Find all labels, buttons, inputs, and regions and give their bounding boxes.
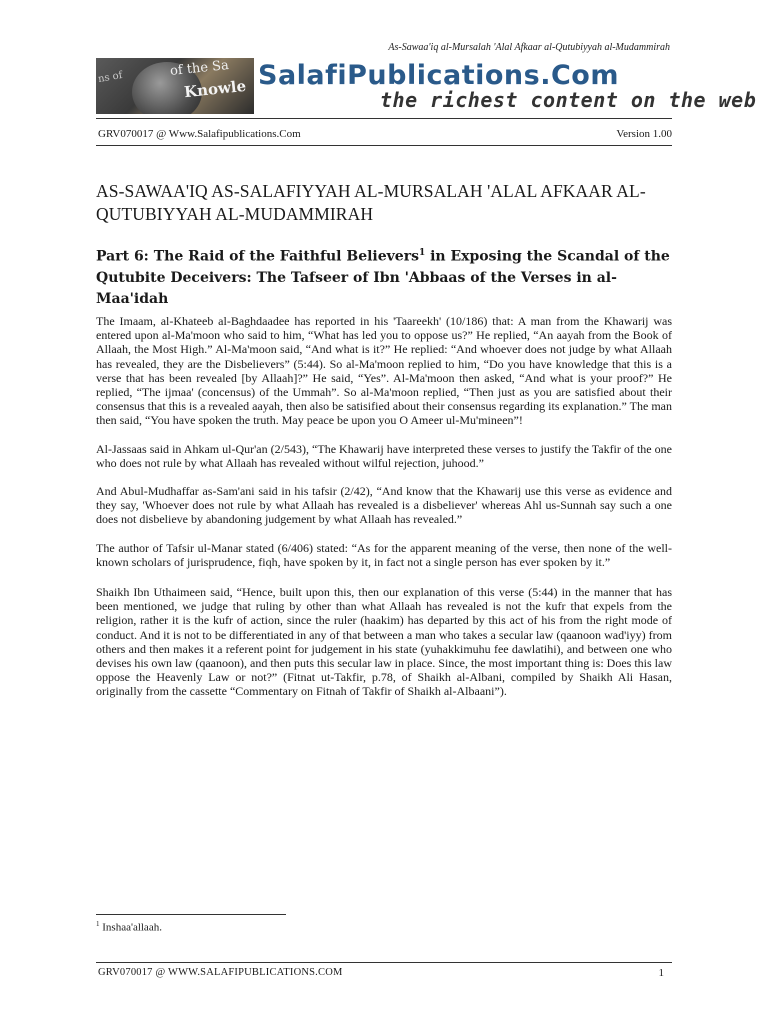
header-divider <box>96 145 672 146</box>
page-number: 1 <box>658 967 664 979</box>
paragraph: Al-Jassaas said in Ahkam ul-Qur'an (2/543), “The Khawarij have interpreted these verses to justify the Takfir of the one who does not rule by what Allaah has revealed without wilful rejection, juhood.” <box>96 441 672 470</box>
paragraph: The Imaam, al-Khateeb al-Baghdaadee has reported in his 'Taareekh' (10/186) that: A man from the Khawarij was entered upon al-Ma'moon who said to him, “What has led you to oppose us?” He replied, “An aayah from the Book of Allaah, the Most High.” Al-Ma'moon said, “And what is it?” He replied: “And whoever does not judge by what Allaah has revealed, they are the Disbelievers” (5:44). So al-Ma'moon replied to him, “Do you have knowledge that this is a verse that has been revealed [by Allaah]?” He said, “Yes”. Al-Ma'moon then asked, “And what is your proof?” He replied, “The ijmaa' (concensus) of the Ummah”. So al-Ma'moon replied, “Then just as you are satisfied about their consensus that this is a revealed aayah, then also be satisified about their consensus regarding its explanation.” The man then said, “You have spoken the truth. May peace be upon you O Ameer ul-Mu'mineen”! <box>96 314 672 428</box>
header-divider <box>96 118 672 119</box>
site-tagline: the richest content on the web <box>380 88 757 112</box>
footnote-mark: 1 <box>96 920 100 928</box>
section-title-text: Part 6: The Raid of the Faithful Believers <box>96 248 419 265</box>
paragraph: Shaikh Ibn Uthaimeen said, “Hence, built upon this, then our explanation of this verse (5:44) in the manner that has been mentioned, we judge that ruling by other than what Allaah has revealed is not the kufr that expels from the religion, rather it is the kufr of action, since the ruler (haakim) has departed by this act of his from the right mode of conduct. And it is not to be differentiated in any of that between a man who takes a secular law (qaanoon wad'iyy) from others and then makes it a referent point for judgement in his state (yuhakkimuhu fee dawlatihi), and between one who devises his own law (qaanoon), and then puts this secular law in place. Since, the most important thing is: Does this law oppose the Heavenly Law or not?” (Fitnat ut-Takfir, p.78, of Shaikh al-Albani, compiled by Shaikh Ali Hasan, originally from the cassette “Commentary on Fitnah of Takfir of Shaikh al-Albaani”). <box>96 585 672 699</box>
banner-image <box>96 58 254 114</box>
paragraph: The author of Tafsir ul-Manar stated (6/406) stated: “As for the apparent meaning of the verse, then none of the well-known scholars of jurisprudence, fiqh, have spoken by it, in fact not a single person has ever spoken by it.” <box>96 540 672 569</box>
version-label: Version 1.00 <box>616 128 672 140</box>
banner-image-text: of the Sa <box>169 58 230 80</box>
section-title <box>96 243 672 310</box>
footer-divider <box>96 962 672 963</box>
running-head: As-Sawaa'iq al-Mursalah 'Alal Afkaar al-Qutubiyyah al-Mudammirah <box>388 42 670 53</box>
document-id: GRV070017 @ Www.Salafipublications.Com <box>98 128 301 140</box>
banner-image-text: ns of <box>97 69 124 86</box>
site-brand: SalafiPublications.Com <box>258 60 619 91</box>
site-banner <box>96 58 757 114</box>
banner-image-text: Knowle <box>183 76 247 102</box>
article-body <box>96 314 672 713</box>
footnote-text: Inshaa'allaah. <box>99 921 162 934</box>
footnote-divider <box>96 914 286 915</box>
paragraph: And Abul-Mudhaffar as-Sam'ani said in his tafsir (2/42), “And know that the Khawarij use this verse as evidence and they say, 'Whoever does not rule by what Allaah has revealed is a disbeliever' whereas Ahl us-Sunnah say such a one does not disbelieve by abandoning judgement by what Allaah has revealed.” <box>96 484 672 527</box>
section-title-text: in Exposing the Scandal of the Qutubite Deceivers: The Tafseer of Ibn 'Abbaas of the Verses in al-Maa'idah <box>96 248 670 307</box>
footnote-reference[interactable]: 1 <box>418 248 426 258</box>
document-title: AS-SAWAA'IQ AS-SALAFIYYAH AL-MURSALAH 'ALAL AFKAAR AL-QUTUBIYYAH AL-MUDAMMIRAH <box>96 181 646 224</box>
footnote <box>96 920 162 934</box>
footer-document-id: GRV070017 @ WWW.SALAFIPUBLICATIONS.COM <box>98 967 343 978</box>
